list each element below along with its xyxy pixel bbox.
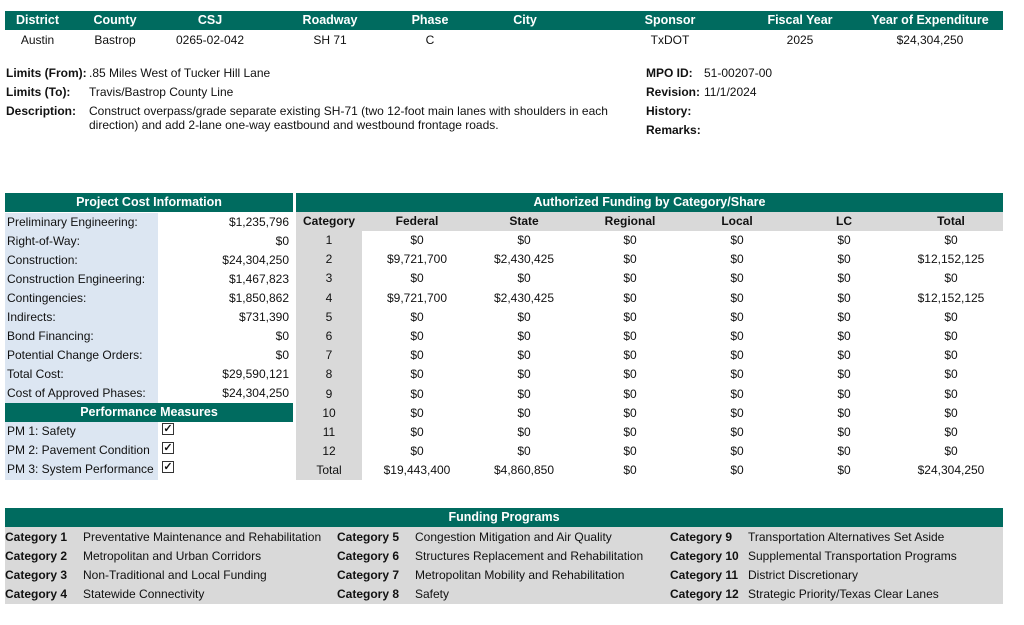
description-line-1: Construct overpass/grade separate existing SH-71 (two 12-foot main lanes with shoulders in each [89,104,608,118]
funding-value-cell: $0 [623,329,637,343]
performance-measure-checkbox[interactable]: ✓ [163,423,173,435]
funding-value-cell: $19,443,400 [383,463,451,478]
funding-table [296,212,1003,480]
funding-value-cell: $0 [623,233,637,247]
funding-value-cell: $0 [623,463,637,478]
funding-value-cell: $0 [410,386,424,401]
funding-value-cell: $0 [517,367,531,382]
funding-value-cell: $0 [837,290,851,305]
funding-category-cell: 1 [325,233,333,247]
funding-value-cell: $0 [837,348,851,363]
value-fiscal-year: 2025 [786,33,814,47]
funding-value-cell: $0 [517,386,531,401]
funding-value-cell: $0 [730,386,744,401]
funding-value-cell: $0 [837,425,851,439]
project-header-values [5,30,1003,50]
header-csj: CSJ [197,13,223,27]
funding-value-cell: $0 [730,329,744,343]
funding-value-cell: $0 [730,290,744,305]
performance-measure-label: PM 3: System Performance [7,462,154,476]
program-category-description: District Discretionary [748,568,859,582]
funding-value-cell: $0 [730,463,744,478]
programs-title: Funding Programs [5,508,1003,527]
cost-row-value: $731,390 [238,310,289,324]
cost-row-value: $0 [275,329,289,343]
funding-value-cell: $0 [730,252,744,267]
cost-row-value: $24,304,250 [222,253,289,267]
funding-value-cell: $2,430,425 [493,290,555,305]
value-year-of-expenditure: $24,304,250 [896,33,964,47]
funding-value-cell: $12,152,125 [917,290,985,305]
cost-row-value: $0 [275,234,289,248]
header-city: City [513,13,537,27]
cost-row-label: Potential Change Orders: [7,348,143,362]
cost-row-value: $0 [275,348,289,362]
funding-value-cell: $0 [944,444,958,459]
funding-value-cell: $0 [944,233,958,247]
program-category-description: Congestion Mitigation and Air Quality [415,530,612,544]
funding-value-cell: $0 [944,271,958,286]
program-category-label: Category 11 [670,568,739,582]
funding-value-cell: $0 [410,444,424,459]
value-city [490,30,560,50]
funding-value-cell: $9,721,700 [386,290,448,305]
funding-value-cell: $0 [410,329,424,343]
funding-value-cell: $9,721,700 [386,252,448,267]
program-category-label: Category 3 [5,568,68,582]
funding-value-cell: $0 [837,386,851,401]
performance-title: Performance Measures [5,403,293,422]
cost-row-label: Contingencies: [7,291,87,305]
funding-value-cell: $0 [730,367,744,382]
funding-value-cell: $0 [623,309,637,324]
funding-value-cell: $0 [623,444,637,459]
funding-category-cell: 5 [325,309,333,324]
funding-value-cell: $24,304,250 [917,463,985,478]
funding-value-cell: $0 [730,348,744,363]
cost-row-label: Construction: [7,253,78,267]
mpo-id-value: 51-00207-00 [704,66,773,80]
program-category-description: Structures Replacement and Rehabilitation [415,549,644,563]
program-category-label: Category 8 [337,587,400,601]
funding-category-cell: 11 [322,425,336,439]
funding-category-cell: 3 [325,271,333,286]
cost-row-label: Cost of Approved Phases: [7,386,146,400]
cost-table [5,213,293,403]
remarks-label: Remarks: [646,123,701,137]
value-csj: 0265-02-042 [175,33,245,47]
funding-value-cell: $0 [517,309,531,324]
program-category-description: Metropolitan and Urban Corridors [83,549,262,563]
program-category-label: Category 1 [5,530,68,544]
program-category-label: Category 10 [670,549,739,563]
funding-value-cell: $12,152,125 [917,252,985,267]
funding-column-header: State [509,214,539,228]
program-category-description: Transportation Alternatives Set Aside [748,530,945,544]
funding-value-cell: $0 [623,290,637,305]
performance-measure-checkbox[interactable]: ✓ [163,461,173,473]
header-phase: Phase [411,13,449,27]
funding-value-cell: $0 [837,405,851,420]
funding-column-header: Category [302,214,355,228]
funding-value-cell: $2,430,425 [493,252,555,267]
project-header-bar [5,11,1003,30]
funding-value-cell: $0 [837,309,851,324]
funding-value-cell: $0 [944,367,958,382]
funding-category-cell: Total [316,463,342,478]
cost-row-value: $1,850,862 [228,291,289,305]
program-category-description: Safety [415,587,450,601]
value-phase: C [425,33,435,47]
revision-label: Revision: [646,85,701,99]
funding-value-cell: $0 [837,444,851,459]
funding-value-cell: $0 [623,252,637,267]
mpo-id-label: MPO ID: [646,66,693,80]
funding-value-cell: $0 [623,425,637,439]
funding-column-header: Federal [395,214,439,228]
program-category-description: Non-Traditional and Local Funding [83,568,267,582]
funding-value-cell: $0 [730,309,744,324]
description-label: Description: [6,104,77,118]
funding-value-cell: $0 [944,348,958,363]
header-year-of-expenditure: Year of Expenditure [871,13,989,27]
funding-value-cell: $0 [410,309,424,324]
cost-row-value: $24,304,250 [222,386,289,400]
header-county: County [93,13,137,27]
funding-value-cell: $0 [837,271,851,286]
cost-row-label: Indirects: [7,310,56,324]
performance-measure-checkbox[interactable]: ✓ [163,442,173,454]
program-category-label: Category 9 [670,530,733,544]
funding-value-cell: $0 [730,405,744,420]
cost-row-value: $1,235,796 [228,215,289,229]
funding-value-cell: $0 [837,252,851,267]
revision-value: 11/1/2024 [704,85,757,99]
cost-row-label: Right-of-Way: [7,234,80,248]
funding-value-cell: $0 [623,386,637,401]
funding-value-cell: $0 [410,367,424,382]
funding-value-cell: $0 [410,405,424,420]
funding-value-cell: $0 [730,233,744,247]
cost-row-value: $1,467,823 [228,272,289,286]
funding-value-cell: $0 [623,367,637,382]
description-line-2: direction) and add 2-lane one-way eastbound and westbound frontage roads. [89,118,499,132]
funding-value-cell: $0 [517,348,531,363]
funding-value-cell: $0 [517,233,531,247]
performance-measure-label: PM 1: Safety [7,424,76,438]
funding-value-cell: $0 [730,425,744,439]
header-sponsor: Sponsor [644,13,696,27]
funding-category-cell: 9 [325,386,333,401]
funding-value-cell: $0 [730,444,744,459]
funding-category-cell: 6 [325,329,333,343]
limits-from-value: .85 Miles West of Tucker Hill Lane [89,66,271,80]
funding-value-cell: $0 [517,271,531,286]
funding-column-header: LC [836,214,852,228]
funding-value-cell: $0 [517,329,531,343]
funding-value-cell: $0 [730,271,744,286]
value-roadway: SH 71 [313,33,347,47]
programs-body [5,527,1003,604]
funding-value-cell: $0 [944,425,958,439]
funding-value-cell: $0 [623,348,637,363]
value-county: Bastrop [94,33,136,47]
funding-value-cell: $4,860,850 [493,463,555,478]
cost-row-label: Preliminary Engineering: [7,215,138,229]
cost-row-label: Bond Financing: [7,329,94,343]
header-fiscal-year: Fiscal Year [767,13,833,27]
cost-row-value: $29,590,121 [222,367,289,381]
cost-title: Project Cost Information [5,193,293,212]
cost-row-label: Total Cost: [7,367,64,381]
performance-list [5,422,293,480]
program-category-label: Category 12 [670,587,739,601]
funding-column-header: Local [721,214,753,228]
program-category-description: Strategic Priority/Texas Clear Lanes [748,587,939,601]
funding-category-cell: 7 [325,348,333,363]
funding-value-cell: $0 [517,425,531,439]
funding-value-cell: $0 [944,386,958,401]
funding-value-cell: $0 [837,367,851,382]
funding-value-cell: $0 [410,271,424,286]
funding-value-cell: $0 [944,405,958,420]
funding-value-cell: $0 [623,405,637,420]
value-district: Austin [20,33,55,47]
program-category-description: Statewide Connectivity [83,587,205,601]
funding-value-cell: $0 [837,329,851,343]
funding-value-cell: $0 [944,329,958,343]
funding-value-cell: $0 [410,348,424,363]
program-category-description: Metropolitan Mobility and Rehabilitation [415,568,625,582]
funding-title: Authorized Funding by Category/Share [296,193,1003,212]
funding-column-header: Total [937,214,965,228]
program-category-description: Supplemental Transportation Programs [748,549,957,563]
program-category-label: Category 5 [337,530,400,544]
funding-value-cell: $0 [837,463,851,478]
value-sponsor: TxDOT [650,33,690,47]
funding-value-cell: $0 [517,405,531,420]
performance-measure-label: PM 2: Pavement Condition [7,443,150,457]
program-category-label: Category 2 [5,549,68,563]
program-category-description: Preventative Maintenance and Rehabilitation [83,530,322,544]
funding-value-cell: $0 [944,309,958,324]
funding-category-cell: 4 [325,290,333,305]
program-category-label: Category 6 [337,549,400,563]
funding-category-cell: 8 [325,367,333,382]
funding-value-cell: $0 [410,425,424,439]
limits-to-label: Limits (To): [6,85,71,99]
program-category-label: Category 7 [337,568,400,582]
header-district: District [15,13,60,27]
funding-value-cell: $0 [410,233,424,247]
program-category-label: Category 4 [5,587,68,601]
funding-value-cell: $0 [517,444,531,459]
cost-row-label: Construction Engineering: [7,272,146,286]
funding-value-cell: $0 [837,233,851,247]
limits-to-value: Travis/Bastrop County Line [89,85,234,99]
funding-category-cell: 10 [322,405,336,420]
funding-category-cell: 12 [322,444,336,459]
history-label: History: [646,104,692,118]
limits-from-label: Limits (From): [6,66,87,80]
header-roadway: Roadway [302,13,358,27]
funding-category-cell: 2 [325,252,333,267]
funding-column-header: Regional [604,214,656,228]
funding-value-cell: $0 [623,271,637,286]
